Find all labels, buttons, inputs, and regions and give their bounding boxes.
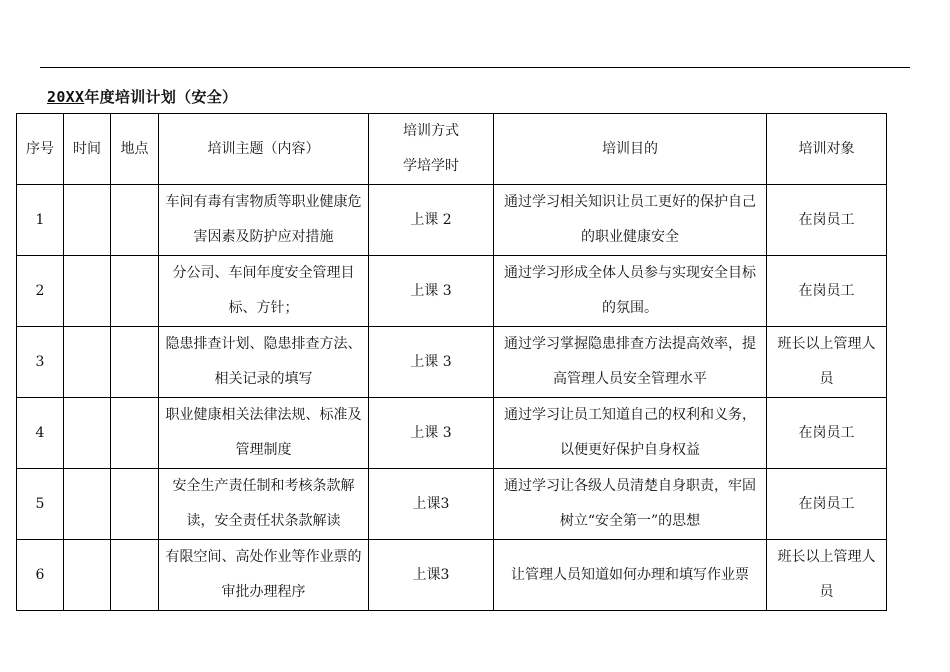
cell-purpose: 通过学习形成全体人员参与实现安全目标的氛围。 [494,256,767,327]
cell-place [111,398,159,469]
header-method-line1: 培训方式 [403,123,459,139]
table-row [17,469,887,540]
header-target: 培训对象 [767,114,887,185]
header-topic: 培训主题（内容） [159,114,369,185]
cell-place [111,256,159,327]
cell-purpose: 通过学习让各级人员清楚自身职责，牢固树立“安全第一”的思想 [494,469,767,540]
title-text: 年度培训计划（安全） [84,88,238,106]
cell-purpose: 通过学习相关知识让员工更好的保护自己的职业健康安全 [494,185,767,256]
header-place: 地点 [111,114,159,185]
header-row [17,114,887,185]
cell-purpose: 让管理人员知道如何办理和填写作业票 [494,540,767,611]
page-title [47,86,237,107]
cell-time [64,540,111,611]
cell-target: 在岗员工 [767,398,887,469]
header-purpose: 培训目的 [494,114,767,185]
cell-seq: 1 [17,185,64,256]
table-row [17,327,887,398]
cell-purpose: 通过学习掌握隐患排查方法提高效率，提高管理人员安全管理水平 [494,327,767,398]
cell-target: 班长以上管理人员 [767,327,887,398]
header-rule [40,67,910,68]
table-row [17,398,887,469]
cell-method: 上课 3 [369,327,494,398]
cell-topic: 车间有毒有害物质等职业健康危害因素及防护应对措施 [159,185,369,256]
cell-topic: 安全生产责任制和考核条款解读，安全责任状条款解读 [159,469,369,540]
cell-topic: 职业健康相关法律法规、标准及管理制度 [159,398,369,469]
cell-target: 班长以上管理人员 [767,540,887,611]
table-row [17,185,887,256]
cell-topic: 有限空间、高处作业等作业票的审批办理程序 [159,540,369,611]
cell-time [64,469,111,540]
cell-time [64,256,111,327]
cell-seq: 4 [17,398,64,469]
cell-method: 上课3 [369,540,494,611]
cell-method: 上课 2 [369,185,494,256]
table-row [17,256,887,327]
cell-target: 在岗员工 [767,469,887,540]
cell-place [111,540,159,611]
cell-method: 上课3 [369,469,494,540]
cell-place [111,469,159,540]
cell-time [64,327,111,398]
table-row [17,540,887,611]
cell-place [111,327,159,398]
cell-time [64,398,111,469]
cell-purpose: 通过学习让员工知道自己的权利和义务，以便更好保护自身权益 [494,398,767,469]
training-plan-table [16,113,887,611]
cell-target: 在岗员工 [767,256,887,327]
cell-seq: 6 [17,540,64,611]
header-method [369,114,494,185]
cell-method: 上课 3 [369,398,494,469]
cell-seq: 2 [17,256,64,327]
cell-target: 在岗员工 [767,185,887,256]
cell-time [64,185,111,256]
cell-seq: 5 [17,469,64,540]
header-time: 时间 [64,114,111,185]
header-method-line2: 学培学时 [403,158,459,174]
title-year: 20XX [47,88,85,106]
cell-place [111,185,159,256]
cell-seq: 3 [17,327,64,398]
header-seq: 序号 [17,114,64,185]
cell-method: 上课 3 [369,256,494,327]
cell-topic: 隐患排查计划、隐患排查方法、相关记录的填写 [159,327,369,398]
cell-topic: 分公司、车间年度安全管理目标、方针； [159,256,369,327]
